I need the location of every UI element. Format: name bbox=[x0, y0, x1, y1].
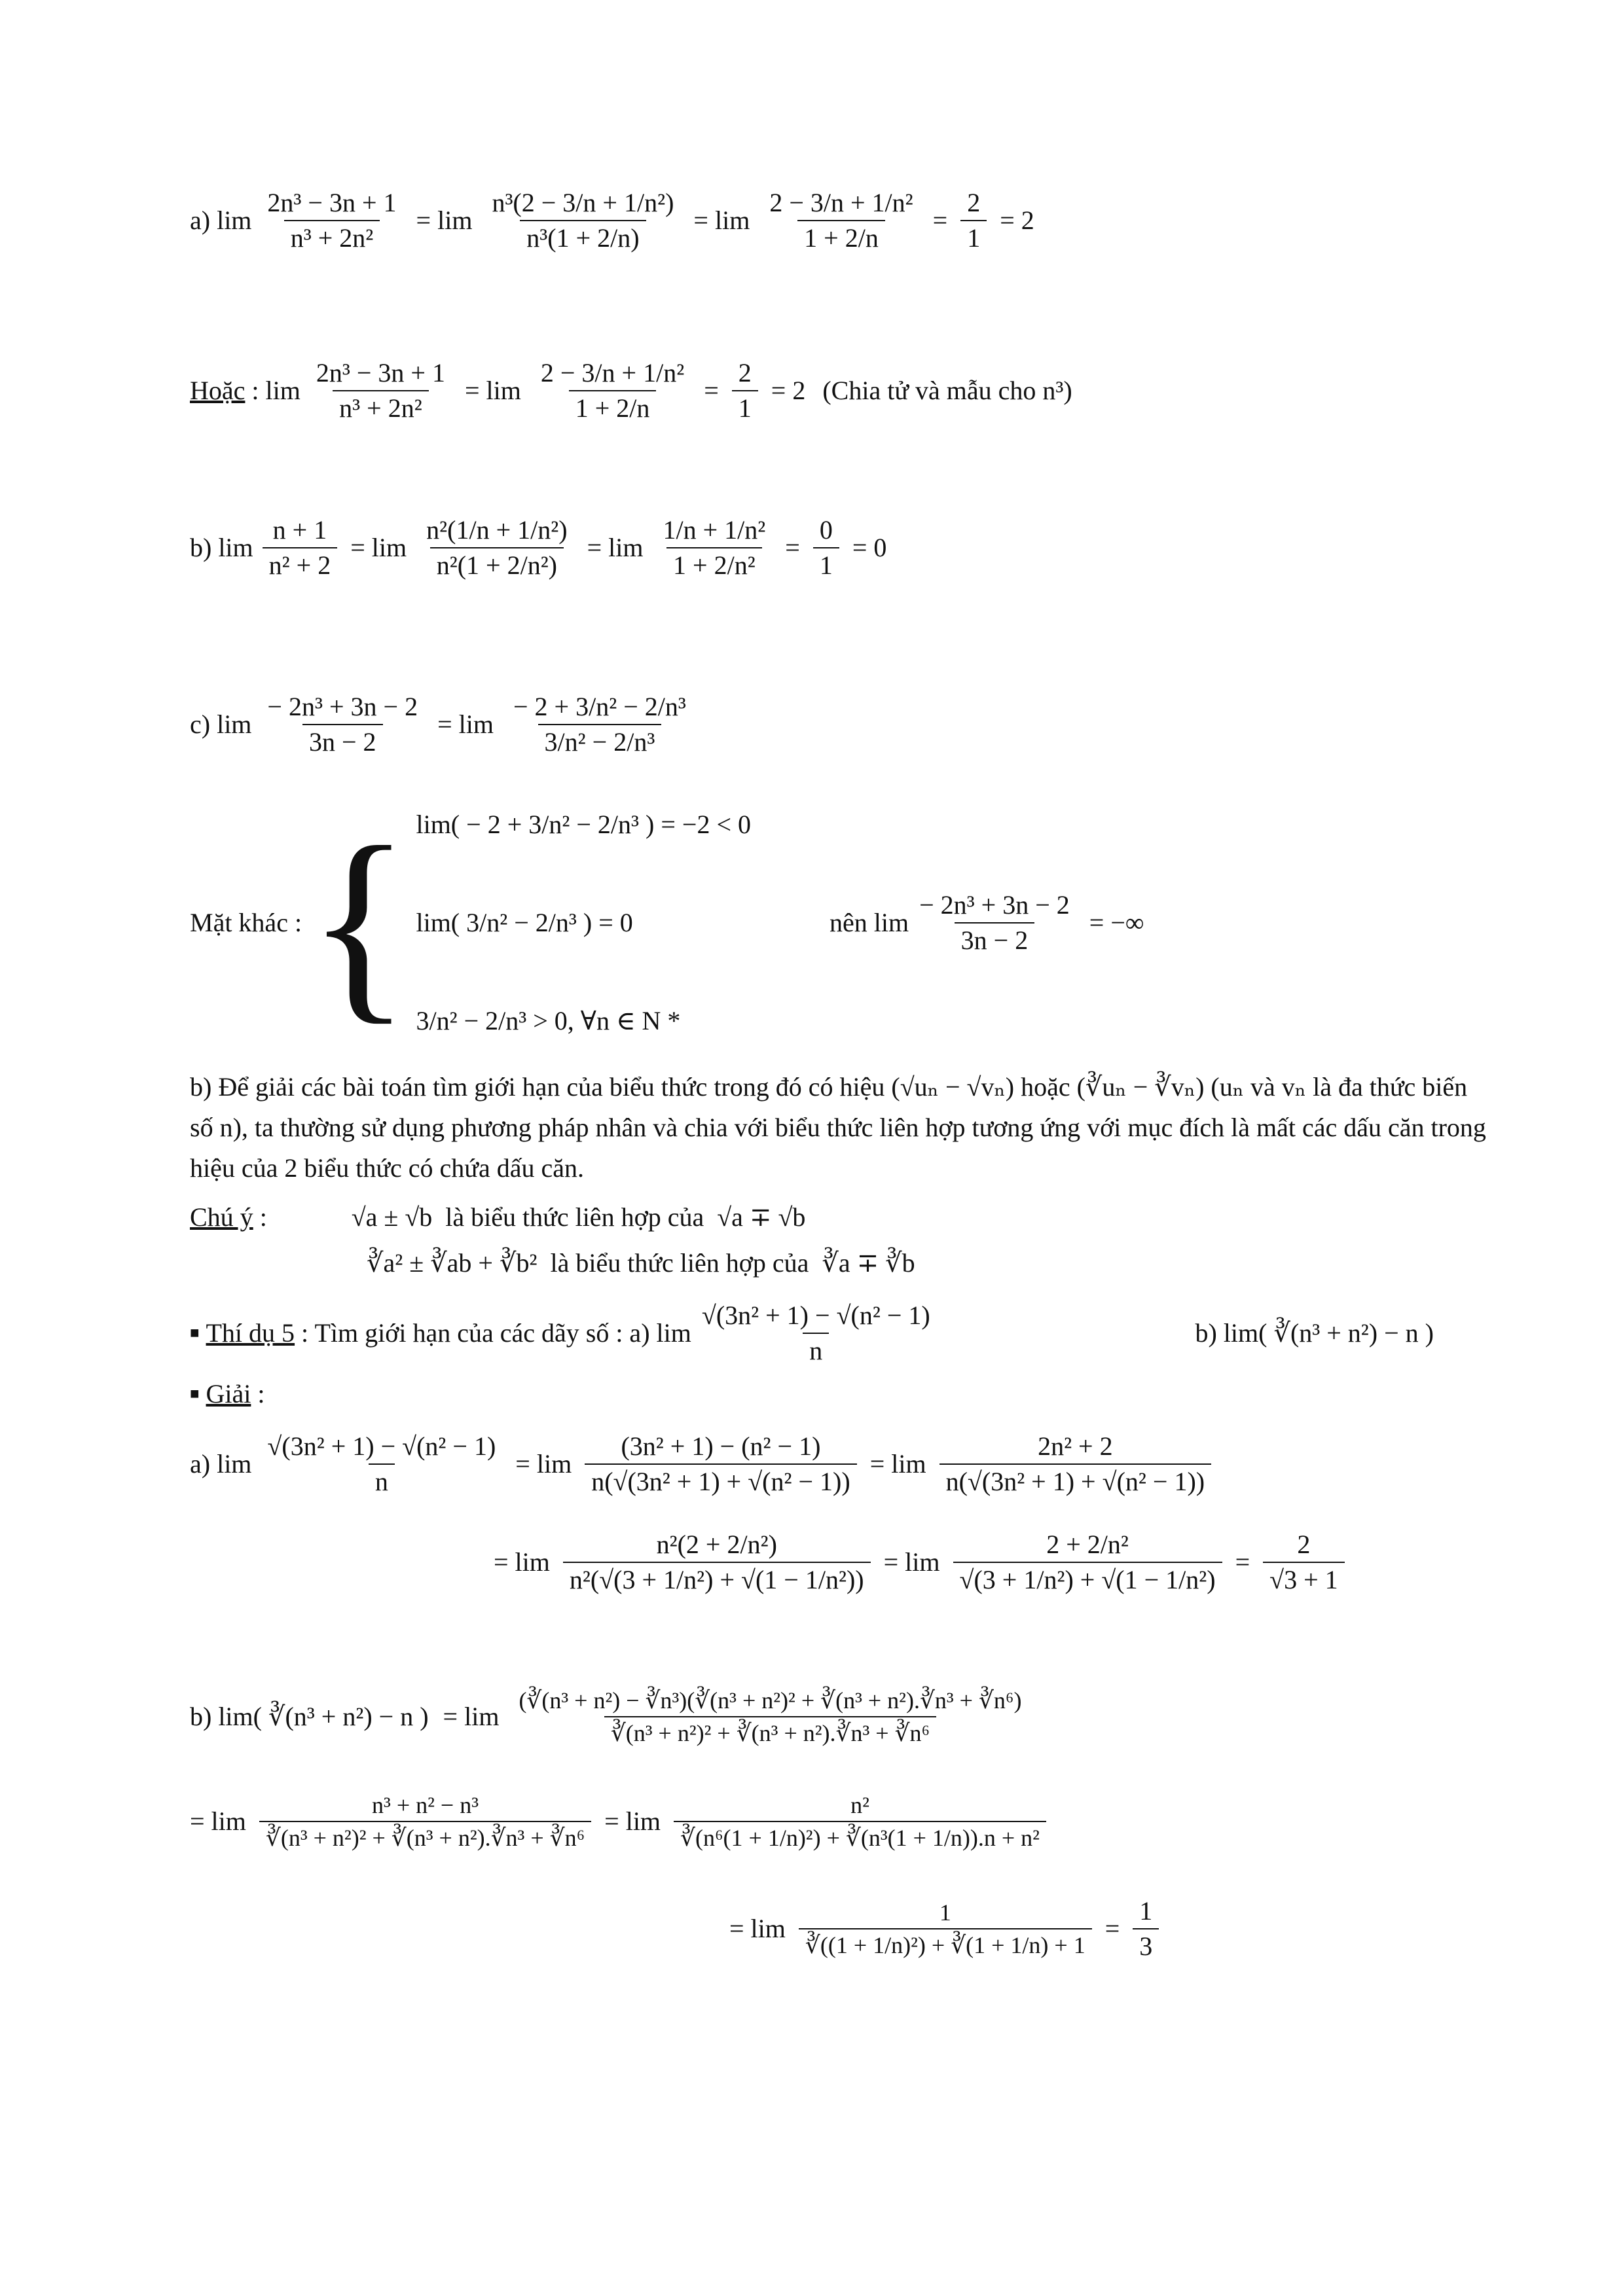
example5-label: Thí dụ 5 bbox=[206, 1318, 295, 1348]
frac-numerator: n²(1/n + 1/n²) bbox=[426, 515, 568, 545]
frac-numerator: 1 bbox=[939, 1899, 951, 1926]
sol-a-frac4 bbox=[563, 1532, 871, 1593]
sol-b-frac1 bbox=[512, 1689, 1028, 1745]
solution-label: Giải bbox=[206, 1379, 251, 1408]
example-b-frac4 bbox=[813, 517, 839, 579]
frac-denominator: n²(√(3 + 1/n²) + √(1 − 1/n²)) bbox=[563, 1562, 871, 1593]
frac-numerator: − 2n³ + 3n − 2 bbox=[919, 890, 1070, 920]
frac-denominator: √3 + 1 bbox=[1263, 1562, 1345, 1593]
frac-denominator: n² + 2 bbox=[263, 547, 338, 579]
frac-denominator: n(√(3n² + 1) + √(n² − 1)) bbox=[939, 1463, 1212, 1495]
example-b-frac1 bbox=[263, 517, 338, 579]
frac-numerator: 2 bbox=[1297, 1530, 1311, 1559]
result: = 2 bbox=[771, 376, 806, 405]
alt-frac1 bbox=[310, 360, 452, 422]
example-b-line bbox=[190, 517, 896, 579]
equals-sign: = bbox=[1104, 1914, 1120, 1943]
example-a-frac1 bbox=[261, 190, 403, 251]
equals-lim: = lim bbox=[729, 1914, 786, 1943]
frac-numerator: (3n² + 1) − (n² − 1) bbox=[621, 1431, 821, 1461]
sol-b-label: b) lim( ∛(n³ + n²) − n ) bbox=[190, 1702, 429, 1731]
sol-b-frac5 bbox=[1133, 1898, 1159, 1960]
equals-lim: = lim bbox=[190, 1806, 246, 1836]
frac-denominator: n³ + 2n² bbox=[284, 220, 380, 251]
equals-lim: = lim bbox=[515, 1449, 572, 1479]
frac-denominator: ∛(n³ + n²)² + ∛(n³ + n²).∛n³ + ∛n⁶ bbox=[604, 1716, 936, 1745]
frac-denominator: ∛(n⁶(1 + 1/n)²) + ∛(n³(1 + 1/n)).n + n² bbox=[674, 1821, 1046, 1850]
example-c-line bbox=[190, 694, 697, 755]
frac-denominator: 1 bbox=[960, 220, 987, 251]
equals-lim: = lim bbox=[883, 1547, 940, 1577]
sol-b-line-3 bbox=[720, 1898, 1163, 1960]
equals-sign: = bbox=[785, 533, 800, 562]
frac-denominator: ∛((1 + 1/n)²) + ∛(1 + 1/n) + 1 bbox=[799, 1928, 1092, 1957]
alt-note: (Chia tử và mẫu cho n³) bbox=[822, 376, 1072, 405]
solution-heading bbox=[190, 1381, 265, 1407]
sol-b-frac3 bbox=[674, 1793, 1046, 1850]
conclusion-prefix: nên lim bbox=[830, 908, 909, 937]
note-text-1: √a ± √b là biểu thức liên hợp của √a ∓ √b bbox=[351, 1202, 806, 1232]
bullet-icon: ■ bbox=[190, 1325, 200, 1342]
frac-numerator: √(3n² + 1) − √(n² − 1) bbox=[701, 1300, 930, 1330]
note-label: Chú ý bbox=[190, 1202, 253, 1232]
equals-lim: = lim bbox=[464, 376, 521, 405]
frac-denominator: n(√(3n² + 1) + √(n² − 1)) bbox=[585, 1463, 857, 1495]
system-brace: { bbox=[307, 803, 411, 1042]
frac-numerator: (∛(n³ + n²) − ∛n³)(∛(n³ + n²)² + ∛(n³ + n²).∛n³ + ∛n⁶) bbox=[519, 1687, 1022, 1713]
frac-denominator: n²(1 + 2/n²) bbox=[430, 547, 564, 579]
system-rows bbox=[416, 812, 751, 1034]
alt-frac3 bbox=[732, 360, 758, 422]
equals-lim: = lim bbox=[437, 709, 494, 739]
equals-lim: = lim bbox=[350, 533, 407, 562]
frac-numerator: 0 bbox=[819, 515, 833, 545]
frac-denominator: n³ + 2n² bbox=[333, 390, 429, 422]
sol-a-frac3 bbox=[939, 1433, 1212, 1495]
sol-a-line-1 bbox=[190, 1433, 1215, 1495]
frac-numerator: n² bbox=[850, 1792, 869, 1818]
example5-b-text: b) lim( ∛(n³ + n²) − n ) bbox=[1195, 1318, 1434, 1348]
frac-denominator: n bbox=[369, 1463, 395, 1495]
frac-numerator: − 2 + 3/n² − 2/n³ bbox=[513, 692, 686, 721]
example-c-frac1 bbox=[261, 694, 424, 755]
system-row-text: lim( − 2 + 3/n² − 2/n³ ) = −2 < 0 bbox=[416, 810, 752, 839]
example-b-frac3 bbox=[656, 517, 772, 579]
frac-numerator: 2 bbox=[738, 358, 752, 387]
frac-numerator: n³(2 − 3/n + 1/n²) bbox=[492, 188, 674, 217]
frac-numerator: 2 + 2/n² bbox=[1046, 1530, 1129, 1559]
example5-text: : Tìm giới hạn của các dãy số : a) lim bbox=[295, 1318, 691, 1348]
bullet-icon: ■ bbox=[190, 1386, 200, 1403]
example-a-frac2 bbox=[485, 190, 680, 251]
frac-numerator: n²(2 + 2/n²) bbox=[656, 1530, 777, 1559]
example-a-frac3 bbox=[763, 190, 919, 251]
sol-a-frac1 bbox=[261, 1433, 502, 1495]
system-row-3 bbox=[416, 1008, 751, 1034]
alt-frac2 bbox=[534, 360, 691, 422]
solution-colon: : bbox=[251, 1379, 265, 1408]
frac-denominator: ∛(n³ + n²)² + ∛(n³ + n²).∛n³ + ∛n⁶ bbox=[259, 1821, 591, 1850]
frac-denominator: 1 + 2/n² bbox=[666, 547, 762, 579]
frac-denominator: √(3 + 1/n²) + √(1 − 1/n²) bbox=[953, 1562, 1222, 1593]
frac-denominator: 3 bbox=[1133, 1928, 1159, 1960]
sol-a-label: a) lim bbox=[190, 1449, 252, 1479]
equals-lim: = lim bbox=[587, 533, 644, 562]
frac-numerator: √(3n² + 1) − √(n² − 1) bbox=[267, 1431, 496, 1461]
frac-numerator: 2n³ − 3n + 1 bbox=[267, 188, 397, 217]
sol-b-frac2 bbox=[259, 1793, 591, 1850]
example5-a-frac bbox=[695, 1302, 937, 1364]
sol-b-frac4 bbox=[799, 1901, 1092, 1957]
equals-sign: = bbox=[1235, 1547, 1250, 1577]
example-c-label: c) lim bbox=[190, 709, 252, 739]
alt-label: Hoặc bbox=[190, 376, 246, 405]
note-text-2: ∛a² ± ∛ab + ∛b² là biểu thức liên hợp của ∛a ∓ ∛b bbox=[367, 1248, 915, 1278]
result: = 2 bbox=[1000, 206, 1034, 235]
sol-b-line-1 bbox=[190, 1689, 1032, 1745]
frac-numerator: 2 − 3/n + 1/n² bbox=[540, 358, 685, 387]
sol-a-frac6 bbox=[1263, 1532, 1345, 1593]
frac-numerator: n³ + n² − n³ bbox=[372, 1792, 479, 1818]
note-line-2 bbox=[367, 1250, 915, 1276]
example-a-frac4 bbox=[960, 190, 987, 251]
frac-denominator: 3/n² − 2/n³ bbox=[538, 724, 662, 755]
equals-sign: = bbox=[704, 376, 719, 405]
frac-numerator: 2n² + 2 bbox=[1038, 1431, 1113, 1461]
example-a-line bbox=[190, 190, 1044, 251]
conclusion-frac bbox=[913, 892, 1076, 954]
system-row-text: 3/n² − 2/n³ > 0, ∀n ∈ N * bbox=[416, 1006, 681, 1035]
sol-a-frac2 bbox=[585, 1433, 857, 1495]
example-a-label: a) lim bbox=[190, 206, 252, 235]
frac-numerator: 1/n + 1/n² bbox=[663, 515, 766, 545]
example-b-label: b) lim bbox=[190, 533, 253, 562]
frac-denominator: 1 + 2/n bbox=[797, 220, 885, 251]
sol-a-line-2 bbox=[484, 1532, 1349, 1593]
note-line-1 bbox=[190, 1204, 805, 1230]
system-row-text: lim( 3/n² − 2/n³ ) = 0 bbox=[416, 908, 633, 937]
frac-denominator: n³(1 + 2/n) bbox=[520, 220, 646, 251]
equals-lim: = lim bbox=[416, 206, 473, 235]
mat-khac-block bbox=[190, 803, 1153, 1042]
example-c-frac2 bbox=[507, 694, 693, 755]
example5-line bbox=[190, 1302, 1434, 1364]
frac-denominator: n bbox=[803, 1333, 829, 1364]
sol-b-line-2 bbox=[190, 1793, 1050, 1850]
equals-lim: = lim bbox=[494, 1547, 550, 1577]
frac-numerator: 2n³ − 3n + 1 bbox=[316, 358, 445, 387]
frac-denominator: 1 bbox=[732, 390, 758, 422]
alt-colon: : lim bbox=[245, 376, 301, 405]
frac-numerator: 1 bbox=[1139, 1896, 1153, 1926]
mat-khac-label: Mặt khác : bbox=[190, 908, 302, 937]
system-row-2 bbox=[416, 910, 751, 936]
alt-line bbox=[190, 360, 1072, 422]
frac-numerator: − 2n³ + 3n − 2 bbox=[267, 692, 418, 721]
equals-lim: = lim bbox=[869, 1449, 926, 1479]
result: = −∞ bbox=[1089, 908, 1144, 937]
equals-lim: = lim bbox=[443, 1702, 500, 1731]
note-colon: : bbox=[253, 1202, 267, 1232]
frac-denominator: 3n − 2 bbox=[955, 922, 1035, 954]
example-b-frac2 bbox=[420, 517, 574, 579]
equals-sign: = bbox=[932, 206, 948, 235]
paragraph-b: b) Để giải các bài toán tìm giới hạn của biểu thức trong đó có hiệu (√uₙ − √vₙ) hoặc (∛uₙ − ∛vₙ) (uₙ và vₙ là đa thức biến số n), ta thường sử dụng phương pháp nhân và chia với biểu thức liên hợp tương ứng với mục đích là mất các dấu căn trong hiệu của 2 biểu thức có chứa dấu căn. bbox=[190, 1072, 1486, 1183]
equals-lim: = lim bbox=[604, 1806, 661, 1836]
frac-denominator: 1 bbox=[813, 547, 839, 579]
frac-numerator: 2 − 3/n + 1/n² bbox=[769, 188, 913, 217]
frac-numerator: n + 1 bbox=[272, 515, 327, 545]
sol-a-frac5 bbox=[953, 1532, 1222, 1593]
frac-denominator: 3n − 2 bbox=[302, 724, 383, 755]
system-row-1 bbox=[416, 812, 751, 838]
result: = 0 bbox=[852, 533, 887, 562]
frac-numerator: 2 bbox=[967, 188, 981, 217]
equals-lim: = lim bbox=[693, 206, 750, 235]
frac-denominator: 1 + 2/n bbox=[569, 390, 657, 422]
